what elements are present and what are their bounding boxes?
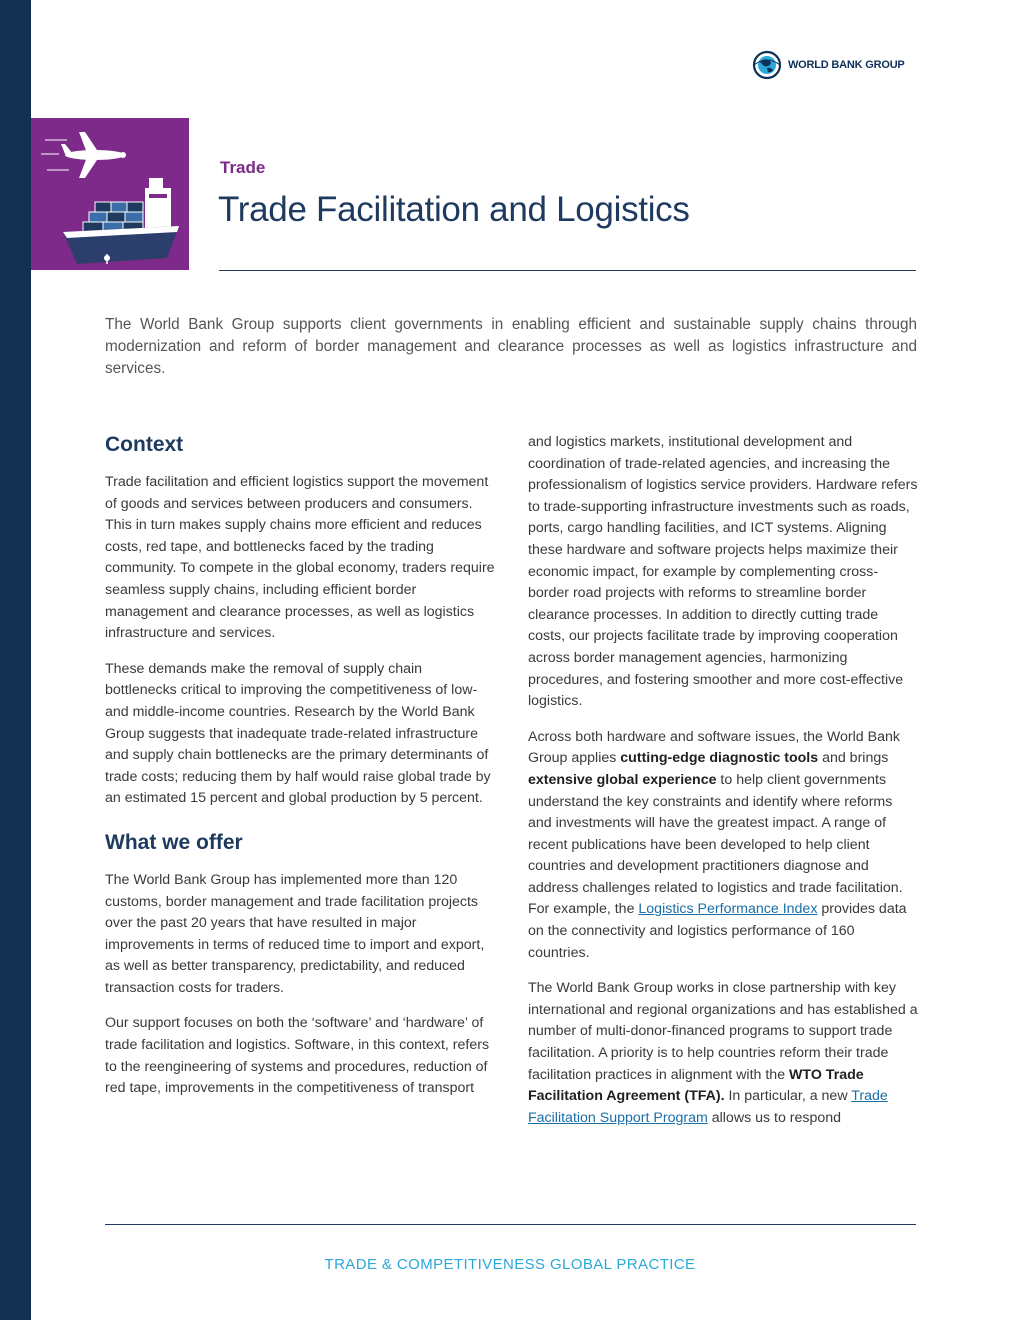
context-paragraph-2: These demands make the removal of supply chain bottlenecks critical to improving the competitiveness of low- and middle-income countries. Research by the World Bank Group suggests that inadequate trade-related infrastructure and supply chain bottlenecks are the primary determinants of trade costs; reducing them by half would raise global trade by an estimated 15 percent and global production by 5 percent. — [105, 660, 491, 807]
footer-divider — [105, 1224, 916, 1225]
text-run: Across both hardware and software issues, the World Bank Group applies — [528, 728, 900, 767]
intro-paragraph: The World Bank Group supports client governments in enabling efficient and sustainable supply chains through modernization and reform of border management and clearance processes as well as logistics infrastructure and services. — [105, 316, 917, 377]
airplane-icon — [41, 132, 126, 178]
context-paragraph-1: Trade facilitation and efficient logistics support the movement of goods and services between producers and consumers. This in turn makes supply chains more efficient and reduces costs, red tape, and bottlenecks faced by the trading community. To compete in the global economy, traders require seamless supply chains, including efficient border management and clearance processes, as well as logistics infrastructure and services. — [105, 474, 495, 642]
text-run: provides data on the connectivity and logistics performance of 160 countries. — [528, 901, 907, 961]
trade-facilitation-support-program-link[interactable]: Trade Facilitation Support Program — [528, 1088, 888, 1126]
text-run: In particular, a new — [724, 1088, 852, 1105]
title-divider — [219, 270, 916, 271]
footer-text: TRADE & COMPETITIVENESS GLOBAL PRACTICE — [324, 1256, 696, 1273]
bold-wto-tfa: WTO Trade Facilitation Agreement (TFA). — [528, 1066, 864, 1105]
offer-heading: What we offer — [105, 830, 243, 854]
right-paragraph-3 — [528, 978, 918, 1129]
text-run: The World Bank Group works in close partnership with key international and regional organizations and has established a number of multi-donor-financed programs to support trade facilitation. A priority is to help countries reform their trade facilitation practices in alignment with the — [528, 980, 918, 1083]
logistics-performance-index-link[interactable]: Logistics Performance Index — [638, 901, 818, 918]
page-title: Trade Facilitation and Logistics — [218, 190, 690, 229]
right-paragraph-2 — [528, 727, 918, 965]
text-run: allows us to respond — [707, 1109, 842, 1126]
left-sidebar-band — [0, 0, 31, 1320]
right-column — [528, 432, 918, 1143]
left-column — [105, 432, 495, 1114]
hero-illustration — [37, 118, 189, 270]
context-heading: Context — [105, 433, 184, 456]
right-paragraph-1: and logistics markets, institutional development and coordination of trade-related agencies, and increasing the professionalism of logistics service providers. Hardware refers to trade-supporting infrastructure investments such as roads, ports, cargo handling facilities, and ICT systems. Aligning these hardware and software projects helps maximize their economic impact, for example by complementing cross-border road projects with reforms to streamline border clearance processes. In addition to directly cutting trade costs, our projects facilitate trade by improving cooperation across border management agencies, harmonizing procedures, and fostering smoother and more cost-effective logistics. — [528, 434, 918, 710]
cargo-ship-icon — [63, 178, 179, 264]
section-kicker: Trade — [220, 158, 266, 177]
logo-text: WORLD BANK GROUP — [788, 59, 905, 71]
globe-icon — [752, 50, 782, 80]
text-run: and brings — [818, 750, 889, 767]
bold-global-experience: extensive global experience — [528, 771, 717, 788]
footer — [0, 1256, 1020, 1274]
world-bank-logo[interactable] — [752, 50, 905, 80]
bold-diagnostic-tools: cutting-edge diagnostic tools — [620, 750, 819, 767]
offer-paragraph-1: The World Bank Group has implemented more than 120 customs, border management and trade facilitation projects over the past 20 years that have resulted in major improvements in terms of reduced time to import and export, as well as better transparency, predictability, and reduced transaction costs for traders. — [105, 871, 485, 996]
offer-paragraph-2: Our support focuses on both the ‘software’ and ‘hardware’ of trade facilitation and logistics. Software, in this context, refers to the reengineering of systems and procedures, reduction of red tape, improvements in the competitiveness of transport — [105, 1015, 490, 1097]
text-run: to help client governments understand the key constraints and identify where reforms and investments will have the greatest impact. A range of recent publications have been developed to help client countries and development practitioners diagnose and address challenges related to logistics and trade facilitation. For example, the — [528, 771, 903, 918]
